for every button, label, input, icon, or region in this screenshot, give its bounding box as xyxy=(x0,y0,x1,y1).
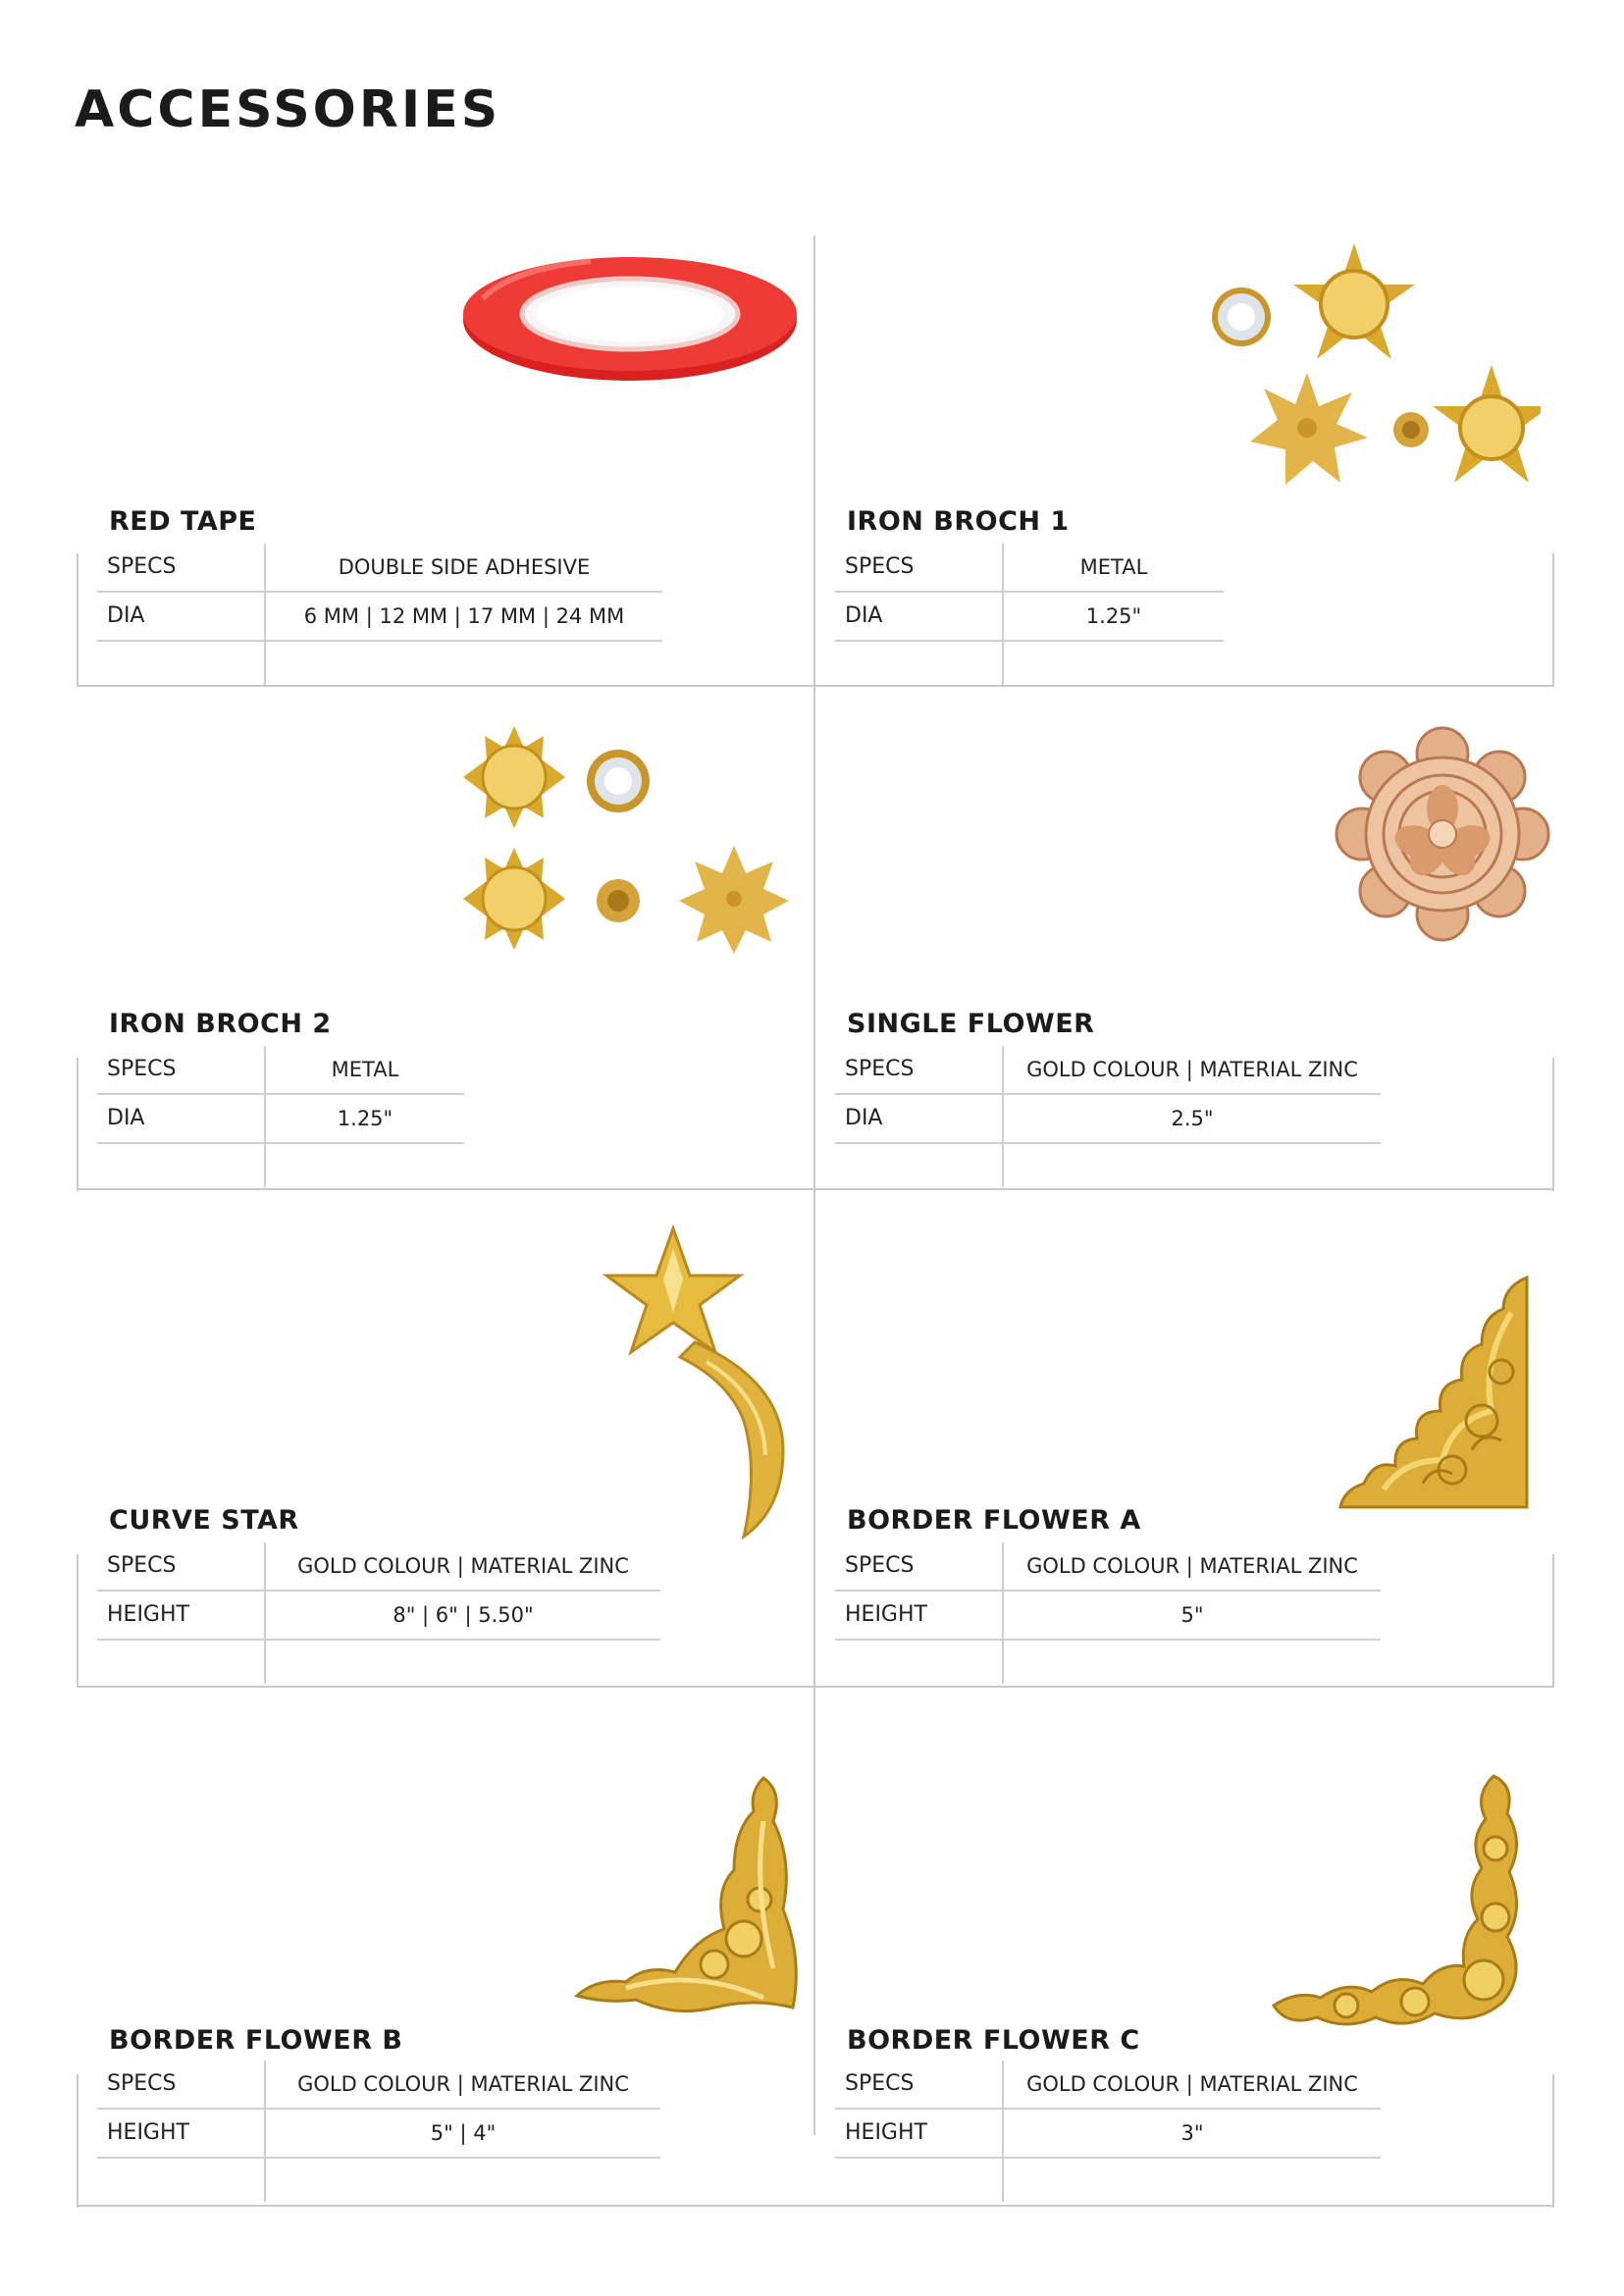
dimension-value: 6 MM | 12 MM | 17 MM | 24 MM xyxy=(303,604,625,628)
spec-label: SPECS xyxy=(107,1553,177,1578)
spec-row-dimension xyxy=(97,593,662,642)
spec-row-specs xyxy=(97,2061,660,2110)
spec-label: SPECS xyxy=(845,1057,915,1081)
spec-value: METAL xyxy=(1079,555,1148,579)
product-name: BORDER FLOWER C xyxy=(847,2025,1140,2056)
dimension-label: DIA xyxy=(107,1106,145,1130)
border-flower-a-image xyxy=(1335,1274,1531,1511)
spec-value: GOLD COLOUR | MATERIAL ZINC xyxy=(1026,1554,1358,1578)
dimension-label: HEIGHT xyxy=(845,1602,927,1627)
right-edge-row1 xyxy=(1552,553,1554,687)
spec-table xyxy=(97,1542,660,1688)
spec-row-dimension xyxy=(97,2110,660,2159)
iron-broch-1-image xyxy=(1197,235,1541,500)
spec-row-empty xyxy=(835,642,1224,689)
spec-table xyxy=(97,1046,464,1191)
spec-value: GOLD COLOUR | MATERIAL ZINC xyxy=(297,2072,629,2096)
spec-row-empty xyxy=(97,1641,660,1688)
spec-table xyxy=(97,2061,660,2206)
spec-label: SPECS xyxy=(845,2071,915,2096)
spec-row-specs xyxy=(97,544,662,593)
dimension-label: HEIGHT xyxy=(107,1602,189,1627)
dimension-label: DIA xyxy=(845,603,883,628)
spec-table xyxy=(835,2061,1381,2206)
dimension-value: 1.25" xyxy=(337,1107,393,1130)
spec-value: DOUBLE SIDE ADHESIVE xyxy=(338,555,591,579)
dimension-value: 2.5" xyxy=(1171,1107,1214,1130)
spec-table xyxy=(835,1046,1381,1191)
spec-row-dimension xyxy=(835,593,1224,642)
product-name: IRON BROCH 1 xyxy=(847,506,1070,537)
spec-row-empty xyxy=(97,1144,464,1191)
right-edge-row3 xyxy=(1552,1554,1554,1688)
spec-value: GOLD COLOUR | MATERIAL ZINC xyxy=(1026,1058,1358,1081)
spec-row-empty xyxy=(835,1144,1381,1191)
product-name: IRON BROCH 2 xyxy=(109,1009,332,1039)
spec-row-dimension xyxy=(97,1592,660,1641)
single-flower-image xyxy=(1335,726,1550,942)
spec-row-dimension xyxy=(835,2110,1381,2159)
product-border-flower-a xyxy=(814,1225,1552,1688)
dimension-label: HEIGHT xyxy=(107,2120,189,2145)
product-iron-broch-2 xyxy=(77,726,814,1191)
product-iron-broch-1 xyxy=(814,235,1552,687)
dimension-value: 5" xyxy=(1180,1603,1204,1627)
border-flower-b-image xyxy=(567,1772,803,2023)
spec-row-specs xyxy=(835,1542,1381,1592)
product-name: BORDER FLOWER A xyxy=(847,1505,1141,1536)
right-edge-row4 xyxy=(1552,2074,1554,2208)
dimension-value: 8" | 6" | 5.50" xyxy=(393,1603,534,1627)
spec-label: SPECS xyxy=(107,1057,177,1081)
spec-row-dimension xyxy=(835,1592,1381,1641)
dimension-value: 1.25" xyxy=(1085,604,1142,628)
product-name: BORDER FLOWER B xyxy=(109,2025,403,2056)
product-single-flower xyxy=(814,726,1552,1191)
product-border-flower-b xyxy=(77,1743,814,2208)
spec-row-specs xyxy=(97,1542,660,1592)
spec-label: SPECS xyxy=(845,554,915,579)
spec-row-dimension xyxy=(835,1095,1381,1144)
page-title: ACCESSORIES xyxy=(75,80,501,139)
curve-star-image xyxy=(597,1225,812,1540)
spec-table xyxy=(97,544,662,689)
spec-table xyxy=(835,544,1224,689)
spec-value: GOLD COLOUR | MATERIAL ZINC xyxy=(1026,2072,1358,2096)
product-name: CURVE STAR xyxy=(109,1505,299,1536)
spec-label: SPECS xyxy=(107,2071,177,2096)
product-border-flower-c xyxy=(814,1743,1552,2208)
spec-value: GOLD COLOUR | MATERIAL ZINC xyxy=(297,1554,629,1578)
spec-row-empty xyxy=(835,1641,1381,1688)
spec-row-specs xyxy=(835,544,1224,593)
spec-row-empty xyxy=(97,642,662,689)
spec-row-empty xyxy=(97,2159,660,2206)
dimension-value: 5" | 4" xyxy=(430,2121,497,2145)
spec-row-empty xyxy=(835,2159,1381,2206)
product-curve-star xyxy=(77,1225,814,1688)
dimension-label: DIA xyxy=(107,603,145,628)
right-edge-row2 xyxy=(1552,1058,1554,1191)
spec-value: METAL xyxy=(331,1058,399,1081)
red-tape-image xyxy=(453,249,807,387)
dimension-label: HEIGHT xyxy=(845,2120,927,2145)
product-red-tape xyxy=(77,235,814,687)
product-name: SINGLE FLOWER xyxy=(847,1009,1095,1039)
iron-broch-2-image xyxy=(436,726,809,962)
spec-table xyxy=(835,1542,1381,1688)
spec-row-specs xyxy=(835,2061,1381,2110)
dimension-label: DIA xyxy=(845,1106,883,1130)
border-flower-c-image xyxy=(1268,1770,1535,2035)
spec-row-specs xyxy=(97,1046,464,1095)
dimension-value: 3" xyxy=(1180,2121,1204,2145)
spec-label: SPECS xyxy=(107,554,177,579)
spec-row-specs xyxy=(835,1046,1381,1095)
product-name: RED TAPE xyxy=(109,506,257,537)
spec-label: SPECS xyxy=(845,1553,915,1578)
spec-row-dimension xyxy=(97,1095,464,1144)
